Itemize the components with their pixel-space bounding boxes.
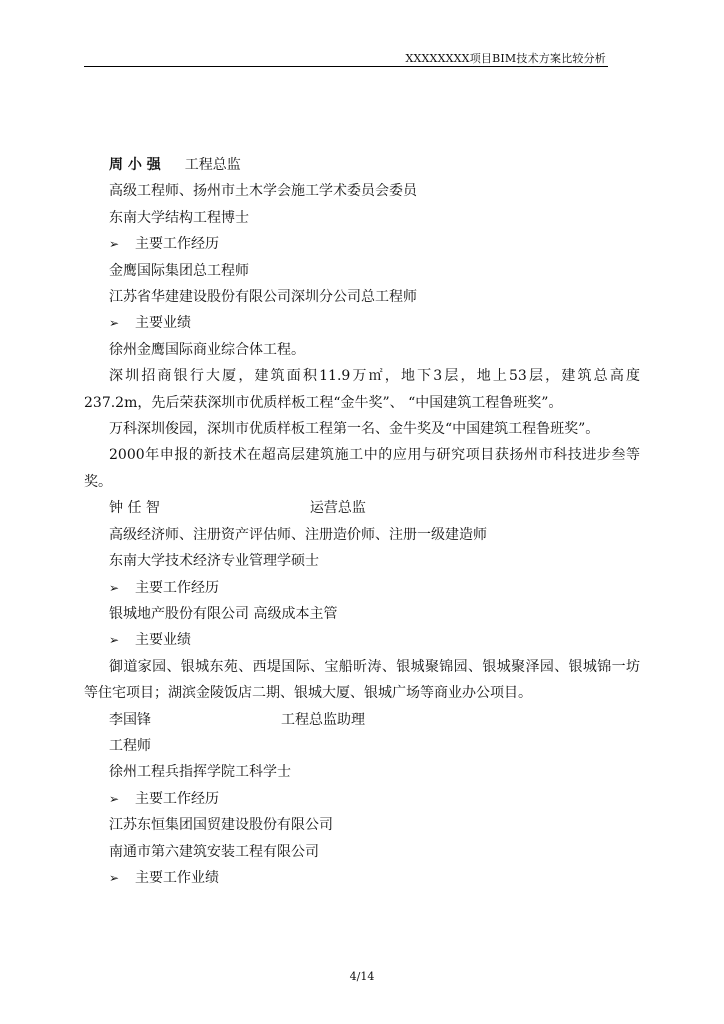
- section-heading-achievements: ➢ 主要业绩: [84, 627, 640, 653]
- section-heading-achievements: ➢ 主要业绩: [84, 310, 640, 336]
- achievement-item: 2000年申报的新技术在超高层建筑施工中的应用与研究项目获扬州市科技进步叁等奖。: [84, 447, 640, 490]
- person-education: 东南大学技术经济专业管理学硕士: [109, 553, 319, 570]
- arrow-bullet-icon: ➢: [109, 316, 120, 331]
- document-body: [84, 152, 640, 891]
- experience-item: 江苏省华建建设股份有限公司深圳分公司总工程师: [109, 289, 417, 306]
- header-title: XXXXXXXX项目BIM技术方案比较分析: [405, 52, 606, 65]
- section-heading-experience: ➢ 主要工作经历: [84, 231, 640, 257]
- experience-item: 南通市第六建筑安装工程有限公司: [109, 843, 319, 860]
- person-heading: [84, 152, 640, 178]
- person-name: 钟 任 智: [109, 500, 160, 517]
- person-education: 徐州工程兵指挥学院工科学士: [109, 764, 291, 781]
- person-name: 李国锋: [109, 711, 151, 728]
- person-heading: [84, 495, 640, 521]
- section-heading-experience: ➢ 主要工作经历: [84, 575, 640, 601]
- person-titles: 高级工程师、扬州市土木学会施工学术委员会委员: [109, 183, 417, 200]
- experience-item: 金鹰国际集团总工程师: [109, 262, 249, 279]
- arrow-bullet-icon: ➢: [109, 237, 120, 252]
- person-titles: 高级经济师、注册资产评估师、注册造价师、注册一级建造师: [109, 526, 487, 543]
- person-name: 周 小 强: [109, 157, 161, 173]
- achievement-item: 徐州金鹰国际商业综合体工程。: [109, 341, 305, 358]
- section-heading-experience: ➢ 主要工作经历: [84, 786, 640, 812]
- achievement-item: 深圳招商银行大厦，建筑面积11.9万㎡，地下3层，地上53层，建筑总高度237.2m，先后荣获深圳市优质样板工程“金牛奖”、 “中国建筑工程鲁班奖”。: [84, 368, 640, 411]
- achievement-item: 御道家园、银城东苑、西堤国际、宝船昕涛、银城聚锦园、银城聚泽园、银城锦一坊等住宅项目；湖滨金陵饭店二期、银城大厦、银城广场等商业办公项目。: [84, 658, 640, 702]
- arrow-bullet-icon: ➢: [109, 633, 120, 648]
- arrow-bullet-icon: ➢: [109, 870, 120, 885]
- person-role: 工程总监助理: [281, 711, 365, 728]
- page-number: 4/14: [349, 970, 375, 983]
- achievement-item: 万科深圳俊园，深圳市优质样板工程第一名、金牛奖及“中国建筑工程鲁班奖”。: [109, 421, 600, 438]
- person-education: 东南大学结构工程博士: [109, 209, 249, 226]
- person-heading: [84, 707, 640, 733]
- experience-item: 江苏东恒集团国贸建设股份有限公司: [109, 817, 333, 834]
- person-role: 工程总监: [184, 157, 241, 173]
- section-heading-achievements: ➢ 主要工作业绩: [84, 865, 640, 891]
- person-titles: 工程师: [109, 737, 151, 754]
- page-header: [84, 50, 608, 67]
- person-role: 运营总监: [309, 500, 366, 517]
- experience-item: 银城地产股份有限公司 高级成本主管: [109, 605, 338, 622]
- arrow-bullet-icon: ➢: [109, 791, 120, 806]
- arrow-bullet-icon: ➢: [109, 580, 120, 595]
